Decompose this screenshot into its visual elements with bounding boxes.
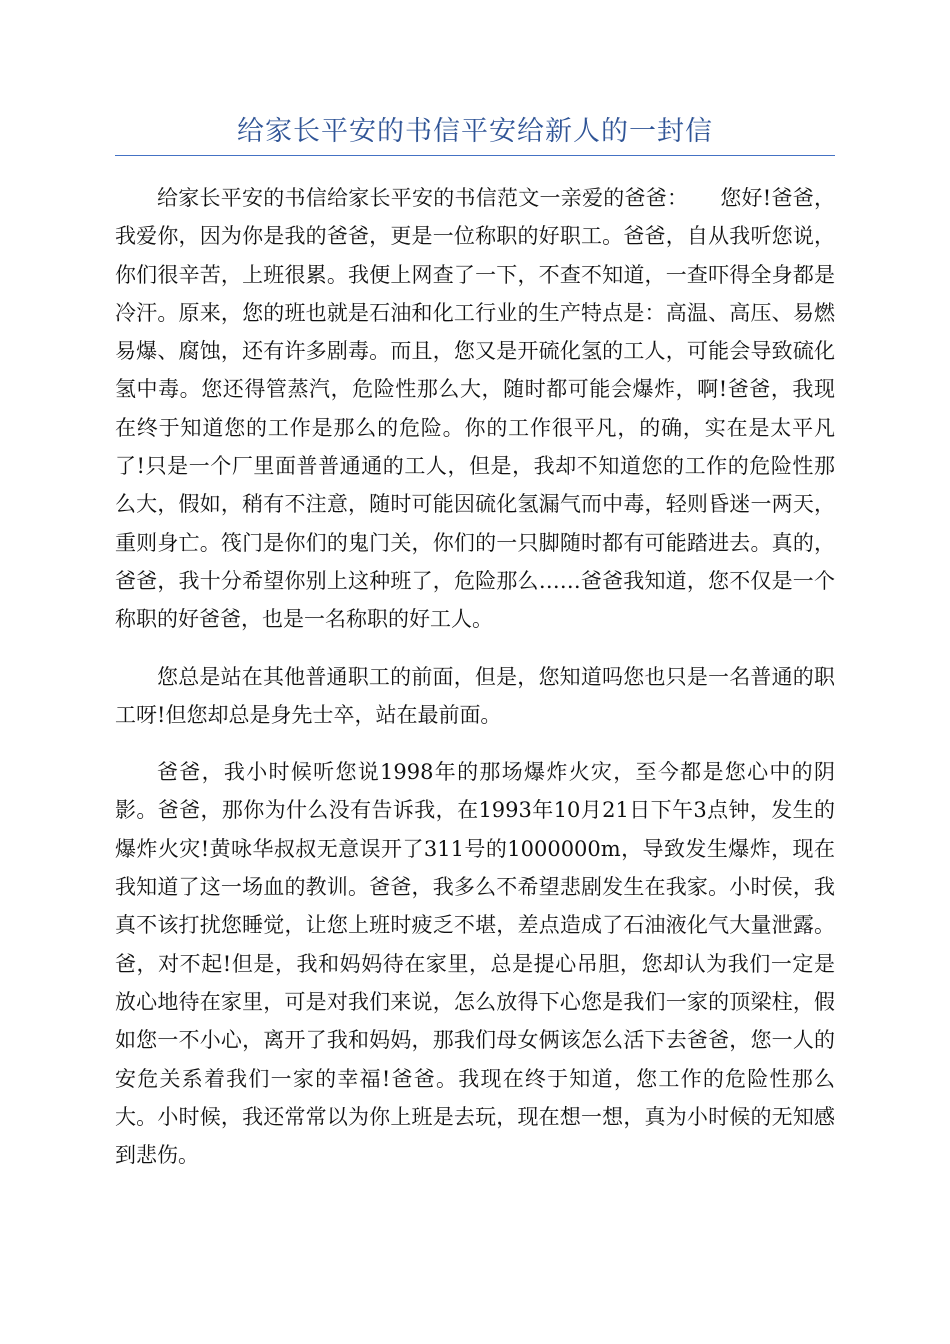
document-title: 给家长平安的书信平安给新人的一封信 xyxy=(237,116,713,147)
paragraph: 您总是站在其他普通职工的前面，但是，您知道吗您也只是一名普通的职工呀!但您却总是身先士卒，站在最前面。 xyxy=(115,664,835,727)
document-body xyxy=(115,179,835,1193)
paragraph: 爸爸，我小时候听您说1998年的那场爆炸火灾，至今都是您心中的阴影。爸爸，那你为什么没有告诉我，在1993年10月21日下午3点钟，发生的爆炸火灾!黄咏华叔叔无意误开了311号的1000000m，导致发生爆炸，现在我知道了这一场血的教训。爸爸，我多么不希望悲剧发生在我家。小时侯，我真不该打扰您睡觉，让您上班时疲乏不堪，差点造成了石油液化气大量泄露。爸，对不起!但是，我和妈妈待在家里，总是提心吊胆，您却认为我们一定是放心地待在家里，可是对我们来说，怎么放得下心您是我们一家的顶梁柱，假如您一不小心，离开了我和妈妈，那我们母女俩该怎么活下去爸爸，您一人的安危关系着我们一家的幸福!爸爸。我现在终于知道，您工作的危险性那么大。小时候，我还常常以为你上班是去玩，现在想一想，真为小时候的无知感到悲伤。 xyxy=(115,760,835,1168)
paragraph: 给家长平安的书信给家长平安的书信范文一亲爱的爸爸： 您好!爸爸，我爱你，因为你是我的爸爸，更是一位称职的好职工。爸爸，自从我听您说，你们很辛苦，上班很累。我便上网查了一下，不查不知道，一查吓得全身都是冷汗。原来，您的班也就是石油和化工行业的生产特点是：高温、高压、易燃易爆、腐蚀，还有许多剧毒。而且，您又是开硫化氢的工人，可能会导致硫化氢中毒。您还得管蒸汽，危险性那么大，随时都可能会爆炸，啊!爸爸，我现在终于知道您的工作是那么的危险。你的工作很平凡，的确，实在是太平凡了!只是一个厂里面普普通通的工人，但是，我却不知道您的工作的危险性那么大，假如，稍有不注意，随时可能因硫化氢漏气而中毒，轻则昏迷一两天，重则身亡。筏门是你们的鬼门关，你们的一只脚随时都有可能踏进去。真的，爸爸，我十分希望你别上这种班了，危险那么……爸爸我知道，您不仅是一个称职的好爸爸，也是一名称职的好工人。 xyxy=(115,186,835,632)
title-underline xyxy=(115,155,835,156)
